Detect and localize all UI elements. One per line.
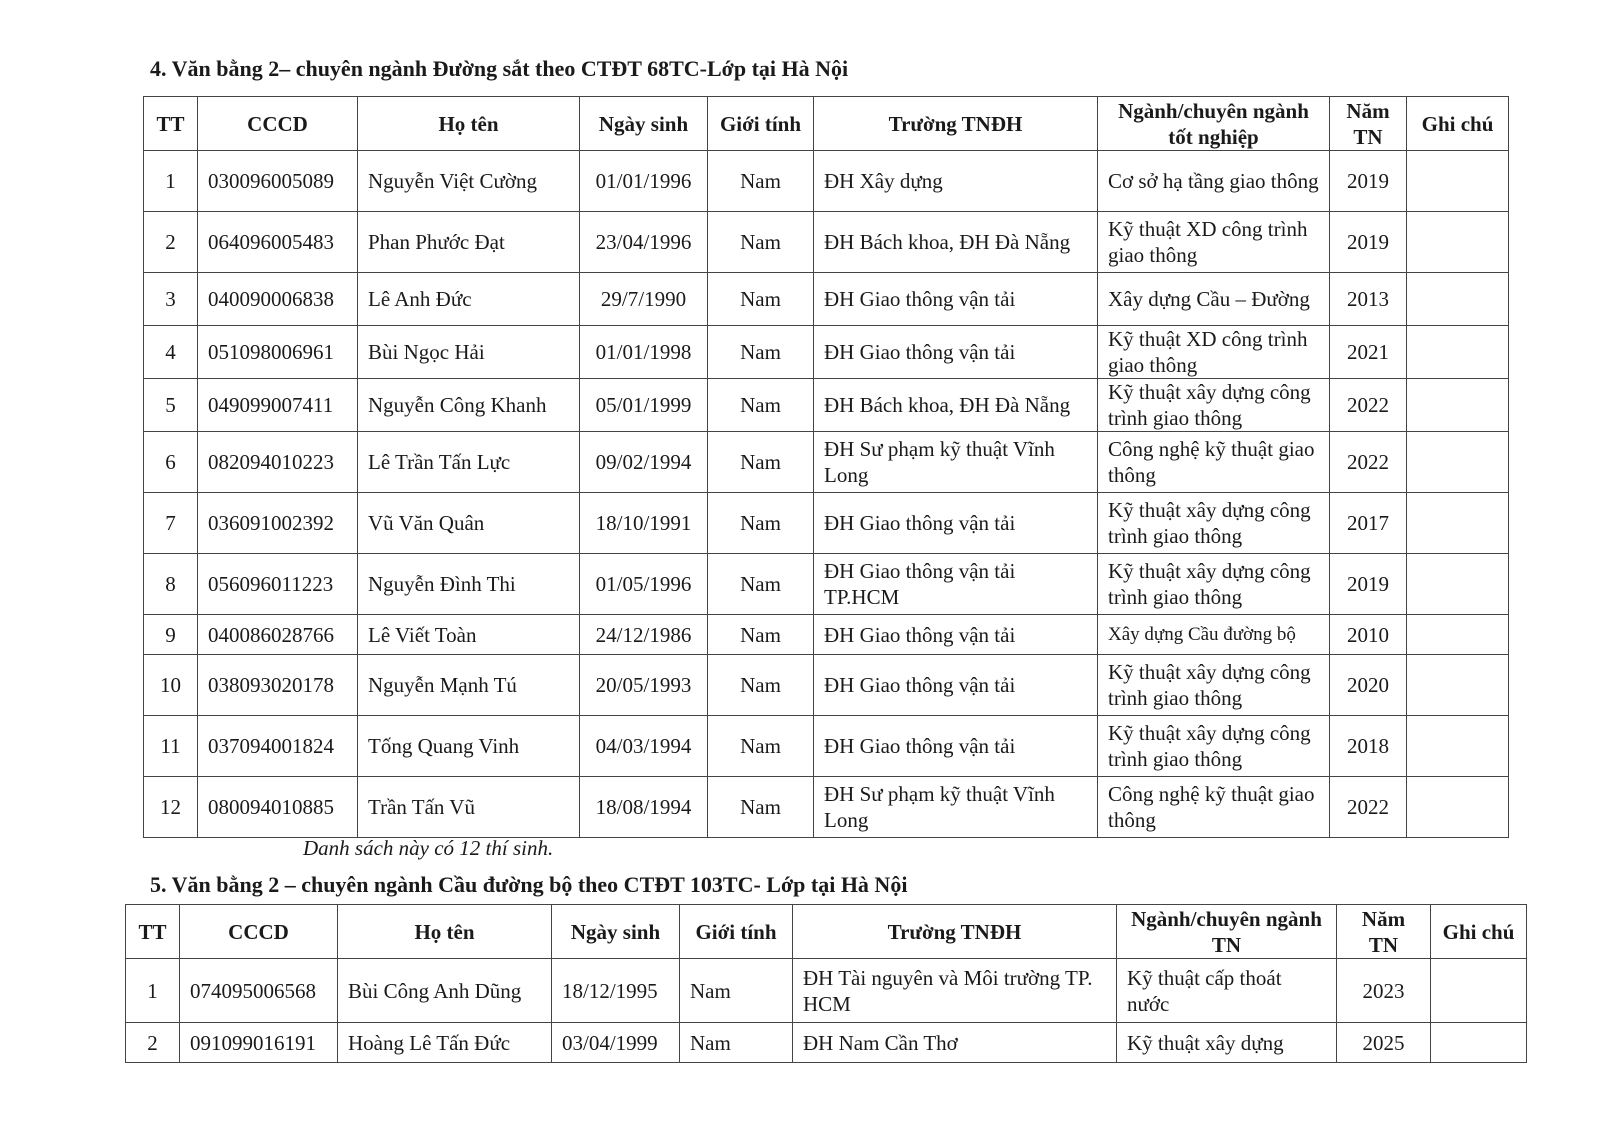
cell-ngay-sinh: 05/01/1999: [580, 379, 708, 432]
cell-gioi-tinh: Nam: [708, 554, 814, 615]
cell-ho-ten: Tống Quang Vinh: [358, 716, 580, 777]
cell-ghi-chu: [1431, 959, 1527, 1023]
cell-cccd: 036091002392: [198, 493, 358, 554]
cell-ghi-chu: [1407, 554, 1509, 615]
cell-gioi-tinh: Nam: [680, 1023, 793, 1063]
cell-tt: 11: [144, 716, 198, 777]
cell-ngay-sinh: 20/05/1993: [580, 655, 708, 716]
cell-ghi-chu: [1407, 716, 1509, 777]
cell-nganh: Kỹ thuật xây dựng công trình giao thông: [1098, 554, 1330, 615]
header-tt: TT: [144, 97, 198, 151]
cell-truong: ĐH Giao thông vận tải: [814, 615, 1098, 655]
cell-ho-ten: Trần Tấn Vũ: [358, 777, 580, 838]
cell-gioi-tinh: Nam: [708, 432, 814, 493]
table-header-row: [126, 905, 1527, 959]
table-row: [144, 273, 1509, 326]
cell-ngay-sinh: 24/12/1986: [580, 615, 708, 655]
cell-ho-ten: Vũ Văn Quân: [358, 493, 580, 554]
cell-nganh: Kỹ thuật xây dựng công trình giao thông: [1098, 493, 1330, 554]
cell-truong: ĐH Giao thông vận tải: [814, 273, 1098, 326]
header-tt: TT: [126, 905, 180, 959]
cell-ghi-chu: [1407, 273, 1509, 326]
cell-ghi-chu: [1431, 1023, 1527, 1063]
cell-cccd: 082094010223: [198, 432, 358, 493]
cell-ho-ten: Hoàng Lê Tấn Đức: [338, 1023, 552, 1063]
header-nganh: Ngành/chuyên ngành TN: [1117, 905, 1337, 959]
table-row: [144, 379, 1509, 432]
cell-gioi-tinh: Nam: [708, 326, 814, 379]
header-cccd: CCCD: [198, 97, 358, 151]
cell-cccd: 051098006961: [198, 326, 358, 379]
cell-nam-tn: 2023: [1337, 959, 1431, 1023]
cell-truong: ĐH Bách khoa, ĐH Đà Nẵng: [814, 212, 1098, 273]
cell-truong: ĐH Sư phạm kỹ thuật Vĩnh Long: [814, 432, 1098, 493]
cell-truong: ĐH Xây dựng: [814, 151, 1098, 212]
header-ho-ten: Họ tên: [338, 905, 552, 959]
table-row: [144, 151, 1509, 212]
cell-truong: ĐH Nam Cần Thơ: [793, 1023, 1117, 1063]
cell-ho-ten: Nguyễn Công Khanh: [358, 379, 580, 432]
cell-ghi-chu: [1407, 777, 1509, 838]
cell-truong: ĐH Giao thông vận tải: [814, 716, 1098, 777]
cell-gioi-tinh: Nam: [708, 493, 814, 554]
cell-ho-ten: Nguyễn Việt Cường: [358, 151, 580, 212]
cell-nganh: Xây dựng Cầu đường bộ: [1098, 615, 1330, 655]
cell-ngay-sinh: 01/01/1998: [580, 326, 708, 379]
candidate-count-note: Danh sách này có 12 thí sinh.: [303, 836, 554, 860]
cell-truong: ĐH Giao thông vận tải: [814, 493, 1098, 554]
table-row: [126, 959, 1527, 1023]
cell-nam-tn: 2019: [1330, 554, 1407, 615]
section-5-heading: 5. Văn bằng 2 – chuyên ngành Cầu đường bộ theo CTĐT 103TC- Lớp tại Hà Nội: [150, 872, 908, 897]
cell-cccd: 037094001824: [198, 716, 358, 777]
cell-tt: 4: [144, 326, 198, 379]
cell-ngay-sinh: 18/12/1995: [552, 959, 680, 1023]
cell-truong: ĐH Giao thông vận tải: [814, 326, 1098, 379]
cell-nam-tn: 2022: [1330, 379, 1407, 432]
cell-cccd: 091099016191: [180, 1023, 338, 1063]
cell-ho-ten: Bùi Công Anh Dũng: [338, 959, 552, 1023]
cell-tt: 7: [144, 493, 198, 554]
cell-cccd: 056096011223: [198, 554, 358, 615]
table-row: [144, 615, 1509, 655]
cell-gioi-tinh: Nam: [708, 615, 814, 655]
cell-cccd: 064096005483: [198, 212, 358, 273]
cell-cccd: 030096005089: [198, 151, 358, 212]
cell-nganh: Xây dựng Cầu – Đường: [1098, 273, 1330, 326]
header-truong: Trường TNĐH: [793, 905, 1117, 959]
cell-nganh: Kỹ thuật XD công trình giao thông: [1098, 326, 1330, 379]
header-cccd: CCCD: [180, 905, 338, 959]
cell-nam-tn: 2022: [1330, 777, 1407, 838]
header-ghi-chu: Ghi chú: [1431, 905, 1527, 959]
section-4-table: [143, 96, 1509, 838]
cell-ho-ten: Bùi Ngọc Hải: [358, 326, 580, 379]
section-4-heading: 4. Văn bằng 2– chuyên ngành Đường sắt theo CTĐT 68TC-Lớp tại Hà Nội: [150, 56, 849, 81]
cell-nam-tn: 2018: [1330, 716, 1407, 777]
cell-tt: 8: [144, 554, 198, 615]
header-ngay-sinh: Ngày sinh: [552, 905, 680, 959]
cell-ngay-sinh: 18/10/1991: [580, 493, 708, 554]
cell-tt: 6: [144, 432, 198, 493]
cell-nam-tn: 2025: [1337, 1023, 1431, 1063]
cell-ngay-sinh: 03/04/1999: [552, 1023, 680, 1063]
cell-gioi-tinh: Nam: [708, 777, 814, 838]
header-ho-ten: Họ tên: [358, 97, 580, 151]
cell-nam-tn: 2017: [1330, 493, 1407, 554]
cell-ghi-chu: [1407, 212, 1509, 273]
cell-cccd: 040086028766: [198, 615, 358, 655]
cell-cccd: 040090006838: [198, 273, 358, 326]
cell-ngay-sinh: 23/04/1996: [580, 212, 708, 273]
cell-nganh: Kỹ thuật xây dựng công trình giao thông: [1098, 655, 1330, 716]
cell-tt: 5: [144, 379, 198, 432]
cell-ngay-sinh: 01/01/1996: [580, 151, 708, 212]
header-truong: Trường TNĐH: [814, 97, 1098, 151]
table-row: [144, 655, 1509, 716]
cell-nam-tn: 2019: [1330, 212, 1407, 273]
cell-truong: ĐH Bách khoa, ĐH Đà Nẵng: [814, 379, 1098, 432]
header-gioi-tinh: Giới tính: [680, 905, 793, 959]
cell-gioi-tinh: Nam: [708, 212, 814, 273]
cell-ho-ten: Lê Trần Tấn Lực: [358, 432, 580, 493]
table-row: [144, 326, 1509, 379]
cell-ghi-chu: [1407, 379, 1509, 432]
cell-nam-tn: 2022: [1330, 432, 1407, 493]
cell-tt: 2: [144, 212, 198, 273]
cell-nam-tn: 2013: [1330, 273, 1407, 326]
cell-gioi-tinh: Nam: [708, 273, 814, 326]
table-row: [144, 493, 1509, 554]
cell-cccd: 080094010885: [198, 777, 358, 838]
cell-nganh: Kỹ thuật cấp thoát nước: [1117, 959, 1337, 1023]
header-nganh: Ngành/chuyên ngành tốt nghiệp: [1098, 97, 1330, 151]
cell-nam-tn: 2021: [1330, 326, 1407, 379]
section-5-table: [125, 904, 1527, 1063]
cell-nam-tn: 2020: [1330, 655, 1407, 716]
cell-truong: ĐH Tài nguyên và Môi trường TP. HCM: [793, 959, 1117, 1023]
cell-tt: 1: [126, 959, 180, 1023]
cell-cccd: 038093020178: [198, 655, 358, 716]
cell-nganh: Kỹ thuật xây dựng công trình giao thông: [1098, 379, 1330, 432]
cell-gioi-tinh: Nam: [680, 959, 793, 1023]
cell-truong: ĐH Sư phạm kỹ thuật Vĩnh Long: [814, 777, 1098, 838]
header-nam-tn: Năm TN: [1337, 905, 1431, 959]
cell-ngay-sinh: 09/02/1994: [580, 432, 708, 493]
cell-ghi-chu: [1407, 151, 1509, 212]
cell-nganh: Cơ sở hạ tầng giao thông: [1098, 151, 1330, 212]
cell-cccd: 049099007411: [198, 379, 358, 432]
cell-truong: ĐH Giao thông vận tải TP.HCM: [814, 554, 1098, 615]
cell-cccd: 074095006568: [180, 959, 338, 1023]
cell-ho-ten: Lê Viết Toàn: [358, 615, 580, 655]
header-ghi-chu: Ghi chú: [1407, 97, 1509, 151]
cell-tt: 2: [126, 1023, 180, 1063]
cell-ngay-sinh: 01/05/1996: [580, 554, 708, 615]
cell-nam-tn: 2019: [1330, 151, 1407, 212]
table-row: [144, 554, 1509, 615]
cell-ho-ten: Nguyễn Mạnh Tú: [358, 655, 580, 716]
cell-gioi-tinh: Nam: [708, 379, 814, 432]
cell-tt: 10: [144, 655, 198, 716]
cell-gioi-tinh: Nam: [708, 716, 814, 777]
cell-nganh: Kỹ thuật XD công trình giao thông: [1098, 212, 1330, 273]
cell-ngay-sinh: 04/03/1994: [580, 716, 708, 777]
table-row: [144, 212, 1509, 273]
cell-tt: 9: [144, 615, 198, 655]
cell-ghi-chu: [1407, 432, 1509, 493]
table-row: [144, 716, 1509, 777]
table-row: [144, 777, 1509, 838]
cell-nganh: Công nghệ kỹ thuật giao thông: [1098, 777, 1330, 838]
table-row: [144, 432, 1509, 493]
cell-nam-tn: 2010: [1330, 615, 1407, 655]
cell-ghi-chu: [1407, 326, 1509, 379]
table-row: [126, 1023, 1527, 1063]
cell-gioi-tinh: Nam: [708, 151, 814, 212]
cell-tt: 1: [144, 151, 198, 212]
cell-gioi-tinh: Nam: [708, 655, 814, 716]
cell-nganh: Kỹ thuật xây dựng công trình giao thông: [1098, 716, 1330, 777]
cell-ghi-chu: [1407, 615, 1509, 655]
cell-ghi-chu: [1407, 655, 1509, 716]
table-header-row: [144, 97, 1509, 151]
cell-ho-ten: Nguyễn Đình Thi: [358, 554, 580, 615]
cell-ho-ten: Lê Anh Đức: [358, 273, 580, 326]
cell-tt: 12: [144, 777, 198, 838]
header-ngay-sinh: Ngày sinh: [580, 97, 708, 151]
cell-truong: ĐH Giao thông vận tải: [814, 655, 1098, 716]
header-nam-tn: Năm TN: [1330, 97, 1407, 151]
cell-nganh: Công nghệ kỹ thuật giao thông: [1098, 432, 1330, 493]
cell-nganh: Kỹ thuật xây dựng: [1117, 1023, 1337, 1063]
cell-ho-ten: Phan Phước Đạt: [358, 212, 580, 273]
cell-ngay-sinh: 29/7/1990: [580, 273, 708, 326]
cell-ghi-chu: [1407, 493, 1509, 554]
cell-tt: 3: [144, 273, 198, 326]
cell-ngay-sinh: 18/08/1994: [580, 777, 708, 838]
header-gioi-tinh: Giới tính: [708, 97, 814, 151]
